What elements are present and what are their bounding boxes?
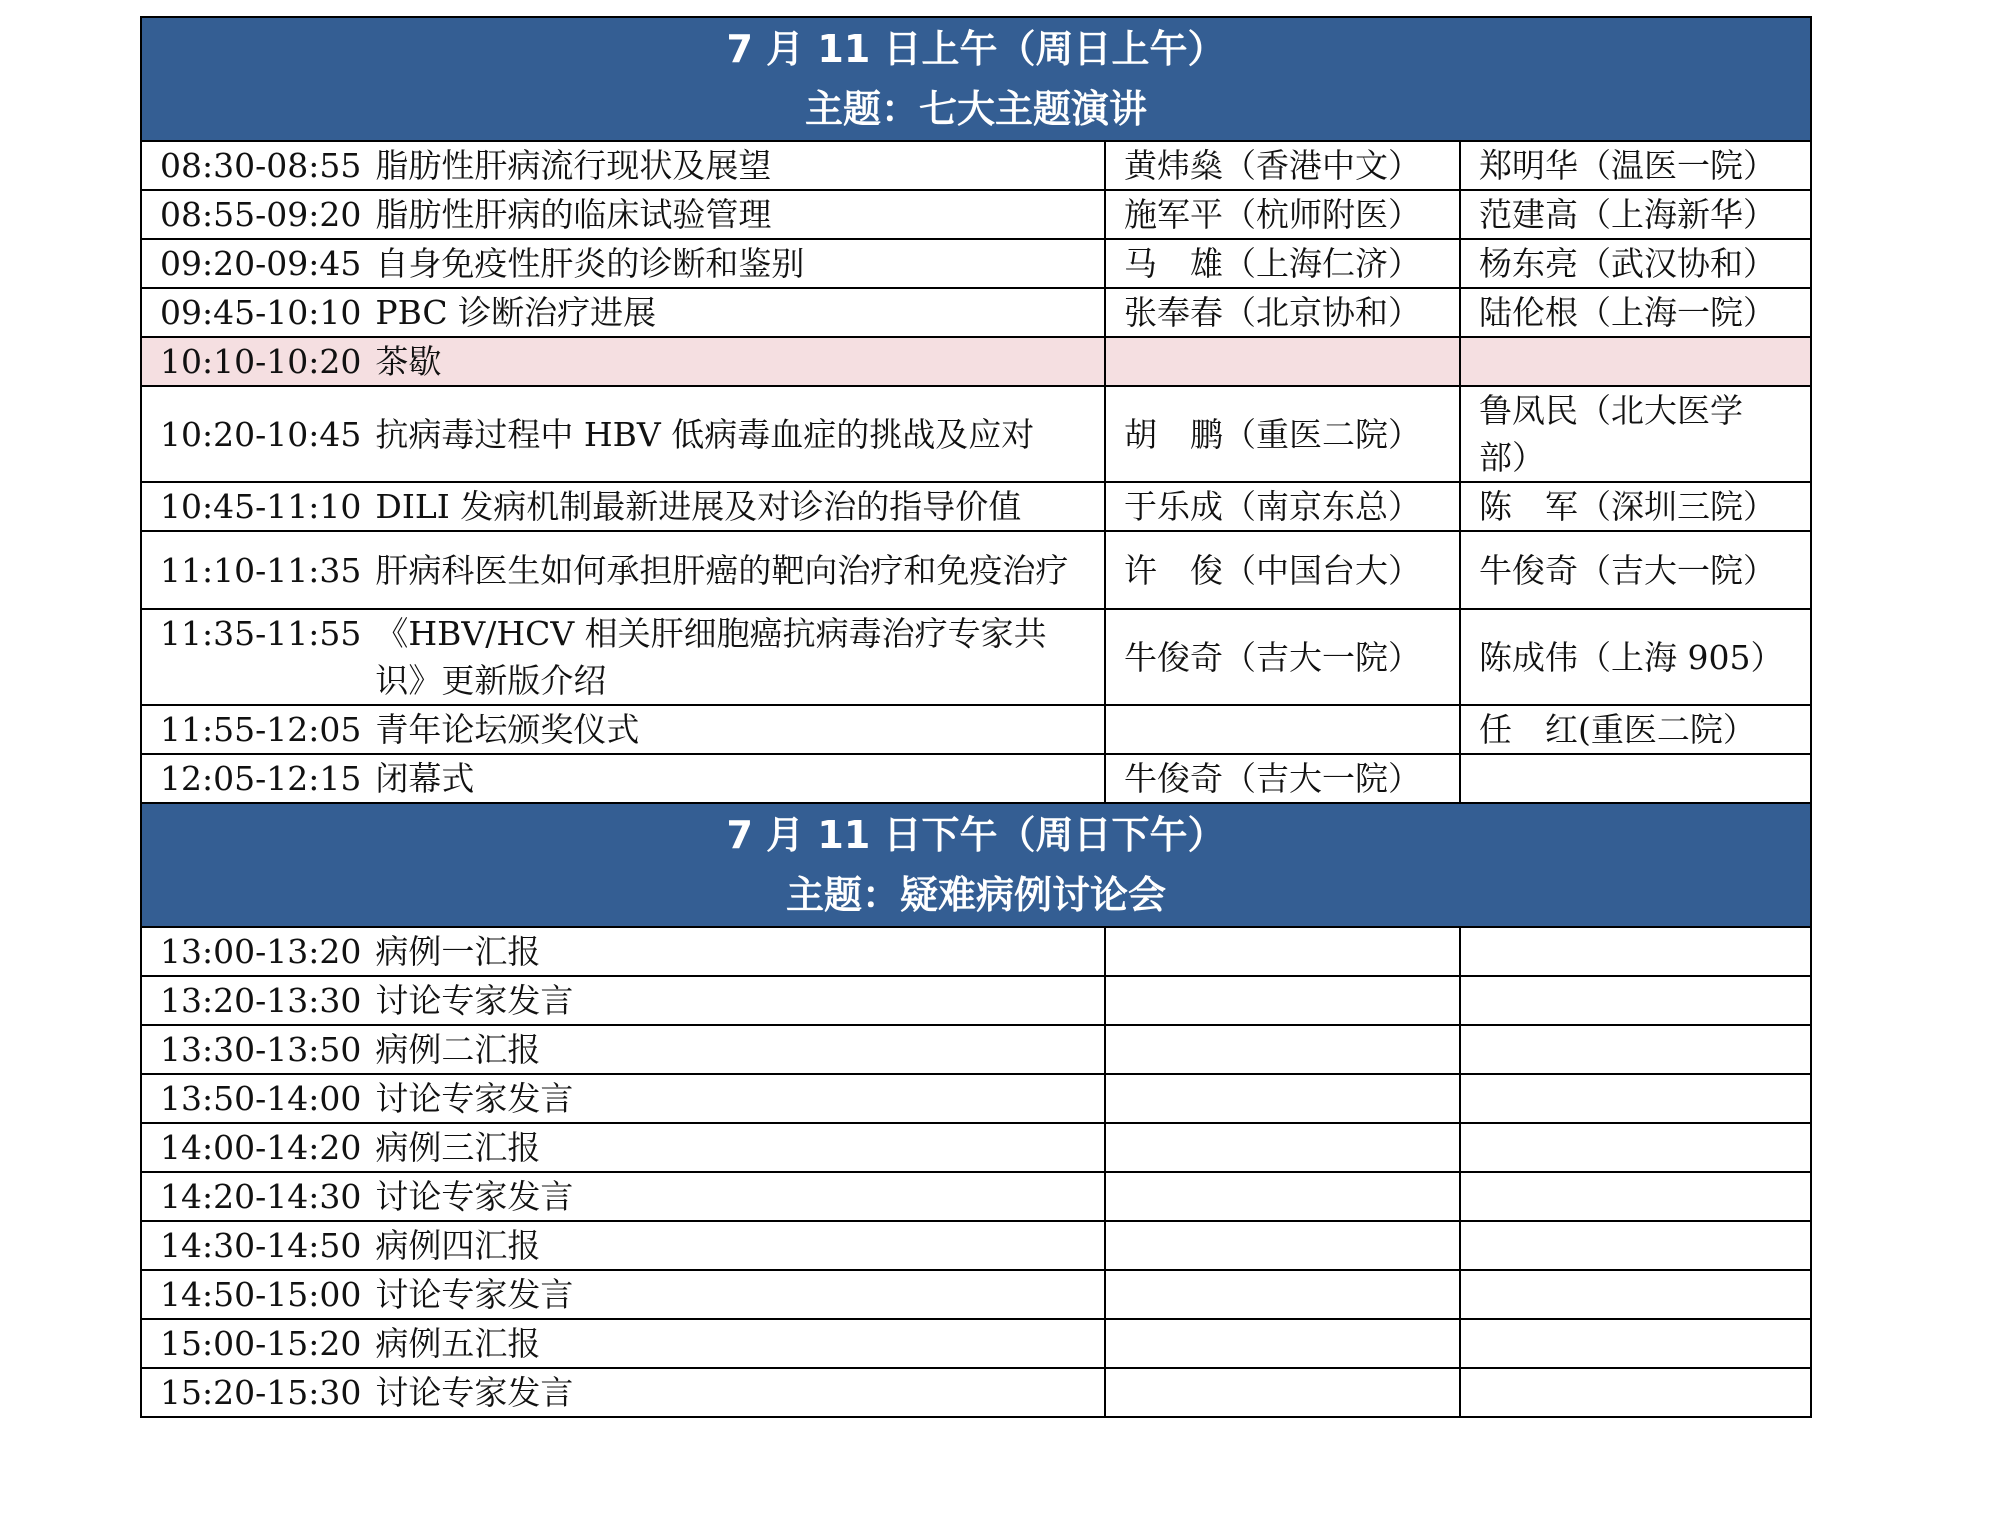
speaker-cell: 牛俊奇（吉大一院） bbox=[1105, 609, 1460, 705]
speaker-cell: 许 俊（中国台大） bbox=[1105, 531, 1460, 609]
schedule-row bbox=[141, 288, 1811, 337]
session-topic: 青年论坛颁奖仪式 bbox=[375, 710, 640, 749]
session-cell bbox=[141, 288, 1105, 337]
session-topic: 《HBV/HCV 相关肝细胞癌抗病毒治疗专家共识》更新版介绍 bbox=[375, 614, 1047, 700]
session-topic: 茶歇 bbox=[375, 342, 442, 381]
session-cell bbox=[141, 609, 1105, 705]
afternoon-header-cell bbox=[141, 803, 1811, 927]
session-time: 14:00-14:20 bbox=[160, 1128, 362, 1167]
chair-cell: 陆伦根（上海一院） bbox=[1460, 288, 1811, 337]
session bbox=[160, 928, 1086, 975]
session-topic: 病例一汇报 bbox=[375, 932, 541, 971]
schedule-row bbox=[141, 927, 1811, 976]
speaker-cell: 张奉春（北京协和） bbox=[1105, 288, 1460, 337]
chair-cell bbox=[1460, 1270, 1811, 1319]
session-cell bbox=[141, 482, 1105, 531]
speaker-cell bbox=[1105, 1025, 1460, 1074]
schedule-row bbox=[141, 1319, 1811, 1368]
session-topic: 病例三汇报 bbox=[375, 1128, 541, 1167]
session-cell bbox=[141, 754, 1105, 803]
session-topic: 病例二汇报 bbox=[375, 1030, 541, 1069]
schedule-row bbox=[141, 1221, 1811, 1270]
chair-cell bbox=[1460, 1368, 1811, 1417]
schedule-row bbox=[141, 705, 1811, 754]
session bbox=[160, 1124, 1086, 1171]
session-time: 10:20-10:45 bbox=[160, 414, 362, 454]
schedule-row bbox=[141, 1074, 1811, 1123]
afternoon-title: 7 月 11 日下午（周日下午） bbox=[726, 813, 1226, 857]
schedule-row bbox=[141, 976, 1811, 1025]
break-row bbox=[141, 337, 1811, 386]
chair-cell bbox=[1460, 927, 1811, 976]
speaker-cell bbox=[1105, 705, 1460, 754]
chair-cell bbox=[1460, 754, 1811, 803]
session bbox=[160, 1320, 1086, 1367]
session-cell bbox=[141, 1319, 1105, 1368]
session-time: 14:30-14:50 bbox=[160, 1226, 362, 1265]
session-time: 11:35-11:55 bbox=[160, 614, 362, 653]
chair-cell: 鲁凤民（北大医学部） bbox=[1460, 386, 1811, 482]
session-time: 13:30-13:50 bbox=[160, 1030, 362, 1069]
speaker-cell bbox=[1105, 1221, 1460, 1270]
chair-cell: 陈成伟（上海 905） bbox=[1460, 609, 1811, 705]
session-time: 13:50-14:00 bbox=[160, 1079, 362, 1118]
session-topic: 讨论专家发言 bbox=[375, 1177, 574, 1216]
session-cell bbox=[141, 337, 1105, 386]
afternoon-theme: 主题：疑难病例讨论会 bbox=[786, 873, 1167, 917]
session-cell bbox=[141, 1123, 1105, 1172]
session-topic: 自身免疫性肝炎的诊断和鉴别 bbox=[375, 244, 805, 283]
session-time: 13:00-13:20 bbox=[160, 932, 362, 971]
chair-cell bbox=[1460, 1074, 1811, 1123]
speaker-cell bbox=[1105, 337, 1460, 386]
afternoon-section-header bbox=[141, 803, 1811, 927]
session-time: 12:05-12:15 bbox=[160, 759, 362, 798]
chair-cell bbox=[1460, 1025, 1811, 1074]
session bbox=[160, 706, 1086, 753]
session-topic: 讨论专家发言 bbox=[375, 1079, 574, 1118]
session bbox=[160, 191, 1086, 238]
schedule-body bbox=[141, 17, 1811, 1417]
session bbox=[160, 1075, 1086, 1122]
session bbox=[160, 977, 1086, 1024]
speaker-cell bbox=[1105, 1319, 1460, 1368]
speaker-cell bbox=[1105, 1123, 1460, 1172]
chair-cell bbox=[1460, 1123, 1811, 1172]
session-cell bbox=[141, 531, 1105, 609]
speaker-cell: 于乐成（南京东总） bbox=[1105, 482, 1460, 531]
schedule-row bbox=[141, 609, 1811, 705]
schedule-row bbox=[141, 190, 1811, 239]
session bbox=[160, 1173, 1086, 1220]
session-topic: 脂肪性肝病流行现状及展望 bbox=[375, 146, 772, 185]
session bbox=[160, 610, 1086, 704]
session-cell bbox=[141, 976, 1105, 1025]
morning-theme: 主题：七大主题演讲 bbox=[805, 87, 1148, 131]
session-topic: 讨论专家发言 bbox=[375, 981, 574, 1020]
session bbox=[160, 1222, 1086, 1269]
session-topic: 讨论专家发言 bbox=[375, 1275, 574, 1314]
session bbox=[160, 547, 1086, 594]
session-cell bbox=[141, 141, 1105, 190]
session-topic: 病例五汇报 bbox=[375, 1324, 541, 1363]
morning-header-cell bbox=[141, 17, 1811, 141]
session bbox=[160, 1026, 1086, 1073]
session-topic: 病例四汇报 bbox=[375, 1226, 541, 1265]
speaker-cell: 施军平（杭师附医） bbox=[1105, 190, 1460, 239]
schedule-table bbox=[140, 16, 1812, 1418]
session-time: 11:10-11:35 bbox=[160, 550, 362, 590]
session-topic: PBC 诊断治疗进展 bbox=[375, 293, 657, 332]
chair-cell: 陈 军（深圳三院） bbox=[1460, 482, 1811, 531]
chair-cell bbox=[1460, 1221, 1811, 1270]
speaker-cell: 马 雄（上海仁济） bbox=[1105, 239, 1460, 288]
speaker-cell bbox=[1105, 1368, 1460, 1417]
chair-cell: 牛俊奇（吉大一院） bbox=[1460, 531, 1811, 609]
session bbox=[160, 240, 1086, 287]
session-time: 15:20-15:30 bbox=[160, 1373, 362, 1412]
speaker-cell bbox=[1105, 1074, 1460, 1123]
session-time: 08:30-08:55 bbox=[160, 146, 362, 185]
session-time: 08:55-09:20 bbox=[160, 195, 362, 234]
session-topic: 脂肪性肝病的临床试验管理 bbox=[375, 195, 772, 234]
session-cell bbox=[141, 386, 1105, 482]
speaker-cell: 胡 鹏（重医二院） bbox=[1105, 386, 1460, 482]
session bbox=[160, 755, 1086, 802]
session-topic: 闭幕式 bbox=[375, 759, 475, 798]
session bbox=[160, 142, 1086, 189]
session bbox=[160, 483, 1086, 530]
schedule-row bbox=[141, 1270, 1811, 1319]
session-topic: DILI 发病机制最新进展及对诊治的指导价值 bbox=[375, 487, 1022, 526]
chair-cell: 杨东亮（武汉协和） bbox=[1460, 239, 1811, 288]
session-time: 09:20-09:45 bbox=[160, 244, 362, 283]
session-time: 11:55-12:05 bbox=[160, 710, 362, 749]
schedule-row bbox=[141, 1123, 1811, 1172]
speaker-cell bbox=[1105, 1172, 1460, 1221]
session-time: 13:20-13:30 bbox=[160, 981, 362, 1020]
schedule-row bbox=[141, 386, 1811, 482]
session bbox=[160, 411, 1086, 458]
chair-cell: 郑明华（温医一院） bbox=[1460, 141, 1811, 190]
session bbox=[160, 338, 1086, 385]
schedule-row bbox=[141, 1172, 1811, 1221]
session-topic: 抗病毒过程中 HBV 低病毒血症的挑战及应对 bbox=[375, 414, 1035, 454]
speaker-cell bbox=[1105, 927, 1460, 976]
schedule-row bbox=[141, 239, 1811, 288]
chair-cell bbox=[1460, 1319, 1811, 1368]
speaker-cell: 牛俊奇（吉大一院） bbox=[1105, 754, 1460, 803]
session-time: 09:45-10:10 bbox=[160, 293, 362, 332]
session-time: 14:20-14:30 bbox=[160, 1177, 362, 1216]
chair-cell: 范建高（上海新华） bbox=[1460, 190, 1811, 239]
schedule-row bbox=[141, 482, 1811, 531]
session-time: 10:45-11:10 bbox=[160, 487, 362, 526]
session-time: 14:50-15:00 bbox=[160, 1275, 362, 1314]
session-cell bbox=[141, 1221, 1105, 1270]
chair-cell bbox=[1460, 337, 1811, 386]
session-time: 15:00-15:20 bbox=[160, 1324, 362, 1363]
speaker-cell bbox=[1105, 976, 1460, 1025]
schedule-row bbox=[141, 754, 1811, 803]
chair-cell bbox=[1460, 976, 1811, 1025]
session bbox=[160, 1271, 1086, 1318]
session-cell bbox=[141, 705, 1105, 754]
speaker-cell bbox=[1105, 1270, 1460, 1319]
session-cell bbox=[141, 239, 1105, 288]
session-cell bbox=[141, 1270, 1105, 1319]
schedule-row bbox=[141, 141, 1811, 190]
morning-title: 7 月 11 日上午（周日上午） bbox=[726, 27, 1226, 71]
morning-section-header bbox=[141, 17, 1811, 141]
session-cell bbox=[141, 1368, 1105, 1417]
session bbox=[160, 289, 1086, 336]
schedule-row bbox=[141, 531, 1811, 609]
session-cell bbox=[141, 190, 1105, 239]
chair-cell bbox=[1460, 1172, 1811, 1221]
chair-cell: 任 红(重医二院） bbox=[1460, 705, 1811, 754]
session-cell bbox=[141, 927, 1105, 976]
session-topic: 肝病科医生如何承担肝癌的靶向治疗和免疫治疗 bbox=[375, 550, 1069, 590]
schedule-row bbox=[141, 1368, 1811, 1417]
speaker-cell: 黄炜燊（香港中文） bbox=[1105, 141, 1460, 190]
session-cell bbox=[141, 1172, 1105, 1221]
session-cell bbox=[141, 1074, 1105, 1123]
session-topic: 讨论专家发言 bbox=[375, 1373, 574, 1412]
session bbox=[160, 1369, 1086, 1416]
schedule-row bbox=[141, 1025, 1811, 1074]
session-time: 10:10-10:20 bbox=[160, 342, 362, 381]
session-cell bbox=[141, 1025, 1105, 1074]
